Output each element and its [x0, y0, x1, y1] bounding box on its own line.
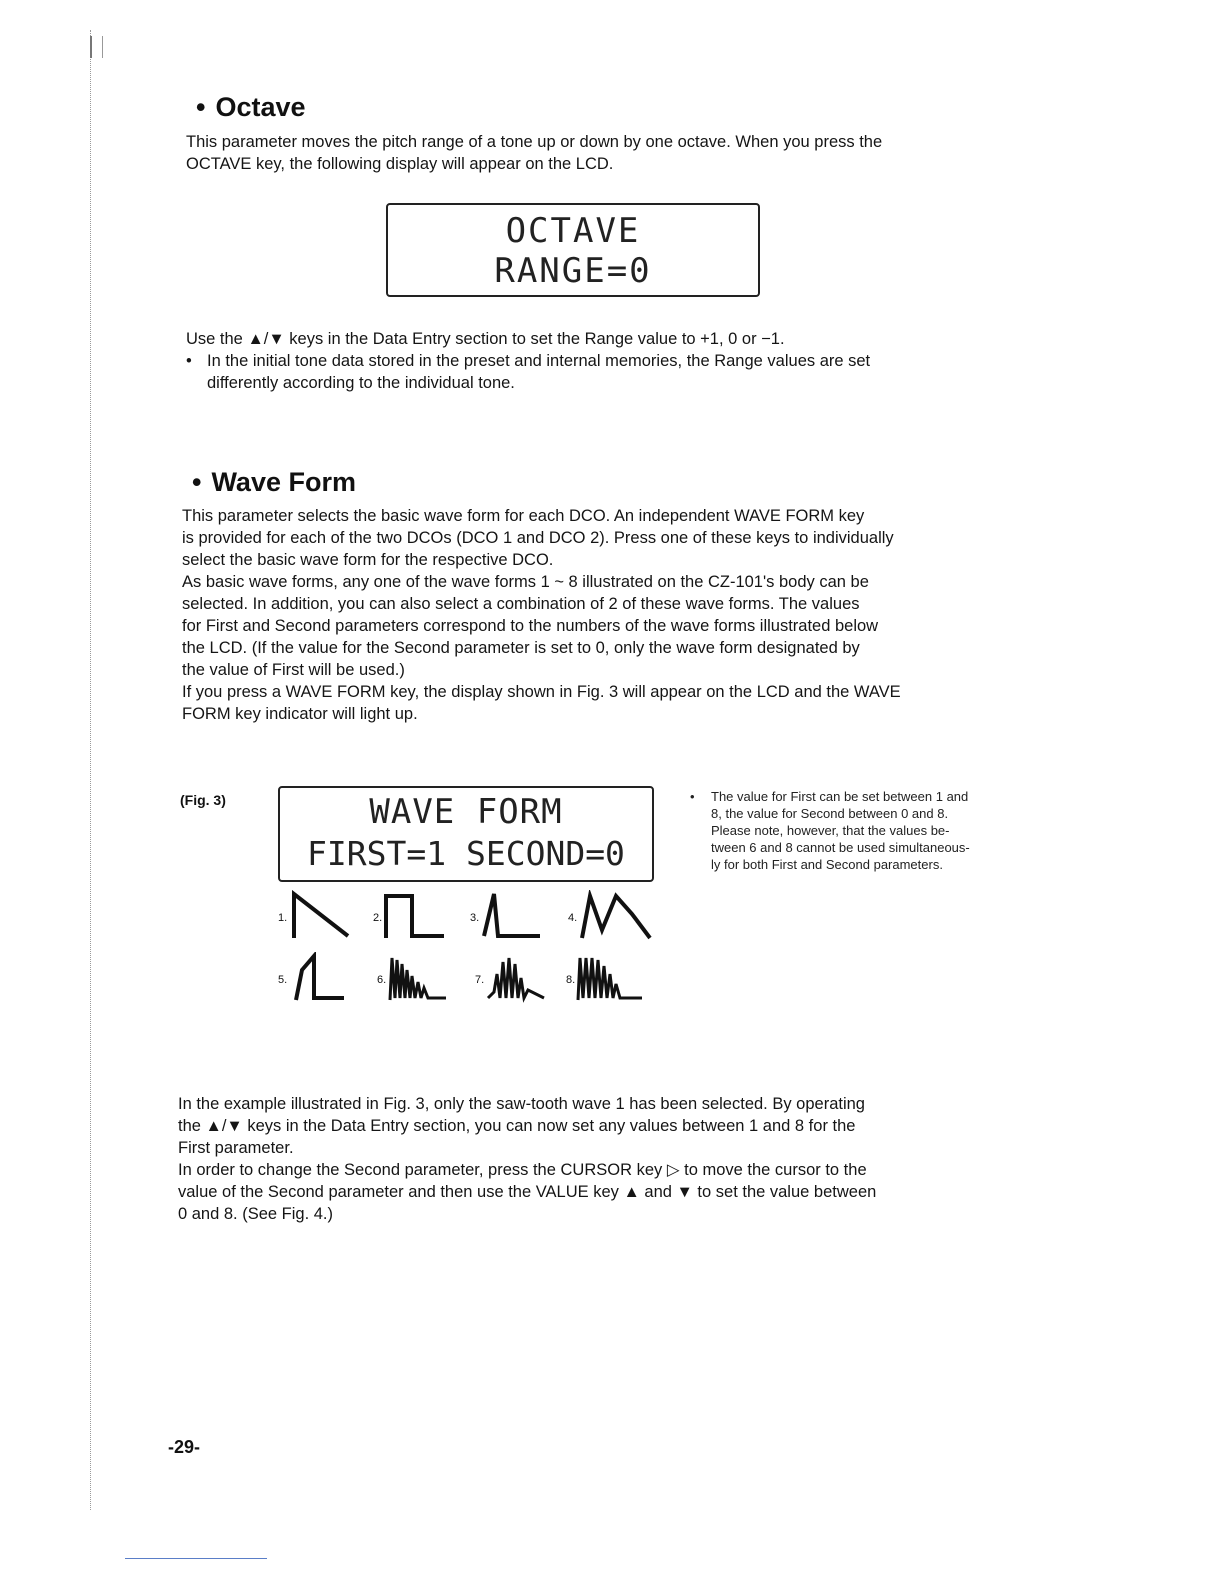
wave-number-2: 2.	[373, 912, 383, 924]
waveform-illustrations	[270, 890, 670, 1020]
saw-pulse-wave-icon	[292, 952, 348, 1004]
wave-number-4: 4.	[568, 912, 578, 924]
waveform-line-8: the value of First will be used.)	[182, 661, 405, 679]
octave-heading	[196, 92, 306, 123]
side-note-bullet: •	[690, 789, 695, 804]
side-note-line-5: ly for both First and Second parameters.	[711, 857, 943, 872]
bottom-line-1: In the example illustrated in Fig. 3, only the saw-tooth wave 1 has been selected. By operating	[178, 1095, 865, 1113]
waveform-lcd-line2: FIRST=1 SECOND=0	[307, 834, 625, 873]
bottom-line-3: First parameter.	[178, 1139, 294, 1157]
sawtooth-wave-icon	[292, 890, 352, 942]
resonance-wave-2-icon	[486, 952, 548, 1004]
side-note-line-3: Please note, however, that the values be-	[711, 823, 950, 838]
side-note-line-4: tween 6 and 8 cannot be used simultaneous-	[711, 840, 970, 855]
fig3-label: (Fig. 3)	[180, 792, 226, 808]
waveform-line-1: This parameter selects the basic wave form for each DCO. An independent WAVE FORM key	[182, 507, 865, 525]
waveform-lcd-line1: WAVE FORM	[369, 792, 563, 832]
octave-note-line1: In the initial tone data stored in the preset and internal memories, the Range values are set	[207, 352, 871, 370]
waveform-line-7: the LCD. (If the value for the Second parameter is set to 0, only the wave form designated by	[182, 639, 860, 657]
resonance-wave-1-icon	[388, 952, 450, 1004]
heading-bullet: •	[196, 92, 206, 122]
bottom-line-6: 0 and 8. (See Fig. 4.)	[178, 1205, 334, 1223]
octave-use-line: Use the ▲/▼ keys in the Data Entry section to set the Range value to +1, 0 or −1.	[186, 330, 785, 348]
octave-intro-line1: This parameter moves the pitch range of a tone up or down by one octave. When you press the	[186, 133, 883, 151]
octave-lcd-line1: OCTAVE	[505, 211, 641, 251]
footer-rule	[125, 1558, 267, 1559]
waveform-line-4: As basic wave forms, any one of the wave forms 1 ~ 8 illustrated on the CZ-101's body can be	[182, 573, 869, 591]
octave-intro-line2: OCTAVE key, the following display will appear on the LCD.	[186, 155, 614, 173]
waveform-line-2: is provided for each of the two DCOs (DCO 1 and DCO 2). Press one of these keys to individually	[182, 529, 894, 547]
square-wave-icon	[384, 890, 448, 942]
bottom-line-5: value of the Second parameter and then use the VALUE key ▲ and ▼ to set the value between	[178, 1183, 877, 1201]
heading-bullet: •	[192, 467, 202, 497]
waveform-heading	[192, 467, 356, 498]
page-number: -29-	[168, 1437, 201, 1457]
bottom-line-4: In order to change the Second parameter, press the CURSOR key ▷ to move the cursor to the	[178, 1161, 867, 1179]
bottom-line-2: the ▲/▼ keys in the Data Entry section, you can now set any values between 1 and 8 for the	[178, 1117, 856, 1135]
waveform-line-10: FORM key indicator will light up.	[182, 705, 418, 723]
resonance-wave-3-icon	[576, 952, 646, 1004]
side-note-line-2: 8, the value for Second between 0 and 8.	[711, 806, 949, 821]
octave-note-line2: differently according to the individual tone.	[207, 374, 515, 392]
binding-mark	[90, 36, 103, 58]
octave-lcd-line2: RANGE=0	[494, 251, 652, 291]
waveform-line-6: for First and Second parameters correspond to the numbers of the wave forms illustrated below	[182, 617, 879, 635]
waveform-heading-text: Wave Form	[211, 467, 356, 497]
octave-lcd-display	[386, 203, 760, 297]
wave-number-7: 7.	[475, 974, 485, 986]
wave-number-3: 3.	[470, 912, 480, 924]
binding-edge	[90, 30, 95, 1510]
double-sine-wave-icon	[578, 890, 654, 942]
pulse-wave-icon	[480, 890, 544, 942]
waveform-lcd-display	[278, 786, 654, 882]
wave-number-6: 6.	[377, 974, 387, 986]
waveform-line-3: select the basic wave form for the respective DCO.	[182, 551, 554, 569]
wave-number-8: 8.	[566, 974, 576, 986]
wave-number-1: 1.	[278, 912, 288, 924]
waveform-line-5: selected. In addition, you can also select a combination of 2 of these wave forms. The values	[182, 595, 860, 613]
octave-note-bullet: •	[186, 352, 192, 370]
octave-heading-text: Octave	[215, 92, 306, 122]
side-note-line-1: The value for First can be set between 1 and	[711, 789, 969, 804]
wave-number-5: 5.	[278, 974, 288, 986]
waveform-line-9: If you press a WAVE FORM key, the display shown in Fig. 3 will appear on the LCD and the WAVE	[182, 683, 901, 701]
